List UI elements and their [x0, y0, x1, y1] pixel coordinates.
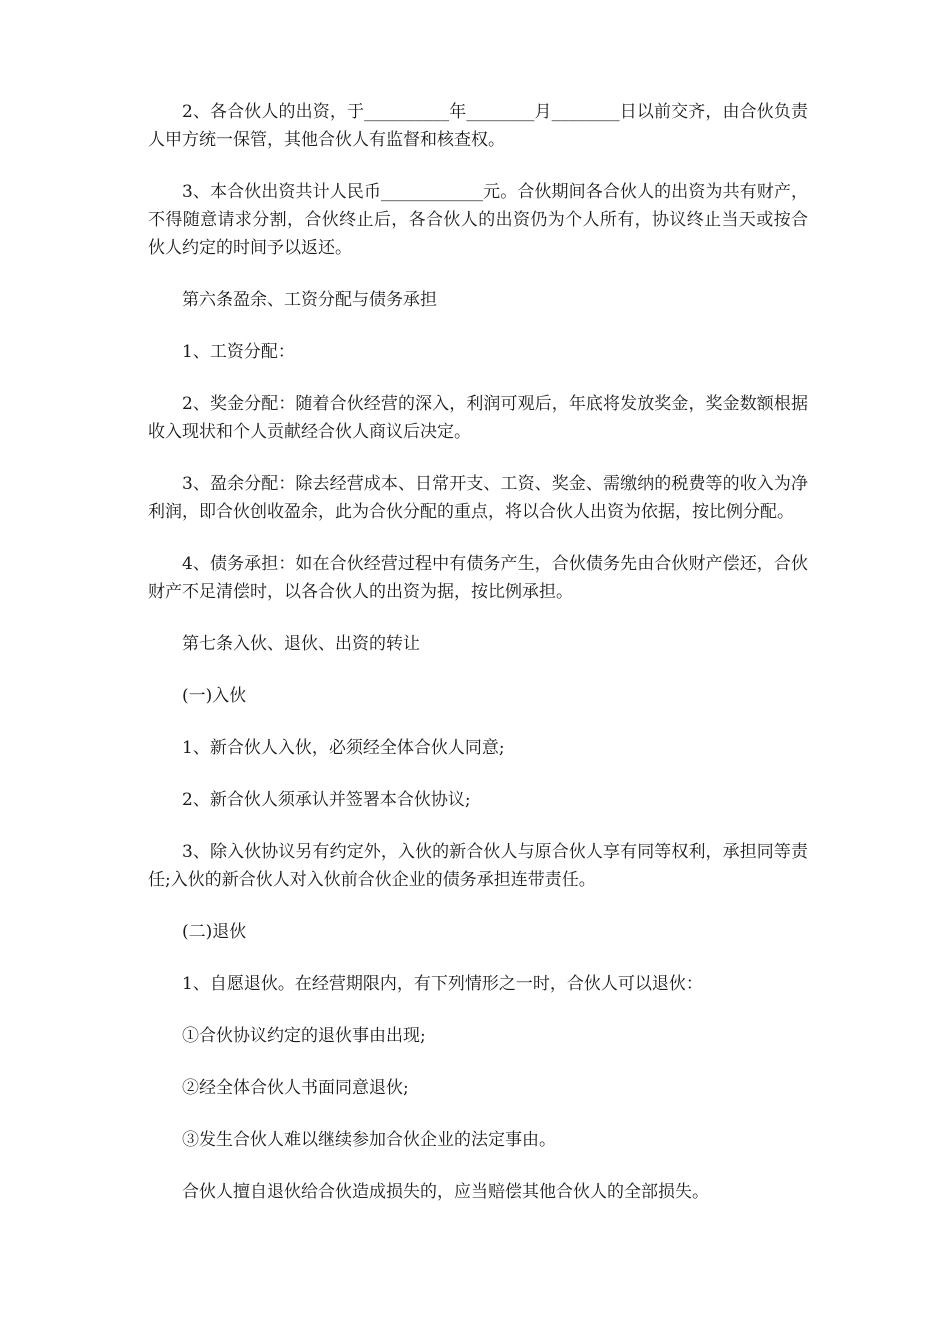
section-withdrawal-heading: (二)退伙	[182, 922, 247, 942]
clause-voluntary-withdrawal: 1、自愿退伙。在经营期限内，有下列情形之一时，合伙人可以退伙：	[182, 974, 703, 994]
clause-surplus-distribution: 3、盈余分配：除去经营成本、日常开支、工资、奖金、需缴纳的税费等的收入为净利润，即合伙创收盈余，此为合伙分配的重点，将以合伙人出资为依据，按比例分配。	[148, 474, 808, 522]
clause-joining-rights: 3、除入伙协议另有约定外，入伙的新合伙人与原合伙人享有同等权利，承担同等责任;入伙的新合伙人对入伙前合伙企业的债务承担连带责任。	[148, 842, 808, 890]
withdrawal-condition-3: ③发生合伙人难以继续参加合伙企业的法定事由。	[182, 1130, 556, 1150]
clause-debt-bearing: 4、债务承担：如在合伙经营过程中有债务产生，合伙债务先由合伙财产偿还，合伙财产不足清偿时，以各合伙人的出资为据，按比例承担。	[148, 554, 808, 602]
clause-salary-distribution: 1、工资分配：	[182, 342, 295, 362]
section-joining-heading: (一)入伙	[182, 686, 247, 706]
clause-contribution-total: 3、本合伙出资共计人民币____________元。合伙期间各合伙人的出资为共有财产，不得随意请求分割，合伙终止后，各合伙人的出资仍为个人所有，协议终止当天或按合伙人约定的时间予以返还。	[148, 182, 808, 258]
article-six-heading: 第六条盈余、工资分配与债务承担	[182, 290, 437, 310]
article-seven-heading: 第七条入伙、退伙、出资的转让	[182, 634, 420, 654]
clause-joining-consent: 1、新合伙人入伙，必须经全体合伙人同意;	[182, 738, 505, 758]
clause-joining-sign: 2、新合伙人须承认并签署本合伙协议;	[182, 790, 471, 810]
withdrawal-condition-1: ①合伙协议约定的退伙事由出现;	[182, 1026, 426, 1046]
withdrawal-condition-2: ②经全体合伙人书面同意退伙;	[182, 1078, 409, 1098]
clause-contribution-deadline: 2、各合伙人的出资，于__________年________月________日以前交齐，由合伙负责人甲方统一保管，其他合伙人有监督和核查权。	[148, 102, 808, 150]
clause-withdrawal-loss: 合伙人擅自退伙给合伙造成损失的，应当赔偿其他合伙人的全部损失。	[182, 1182, 709, 1202]
document-body	[148, 98, 808, 1230]
clause-bonus-distribution: 2、奖金分配：随着合伙经营的深入，利润可观后，年底将发放奖金，奖金数额根据收入现状和个人贡献经合伙人商议后决定。	[148, 394, 808, 442]
